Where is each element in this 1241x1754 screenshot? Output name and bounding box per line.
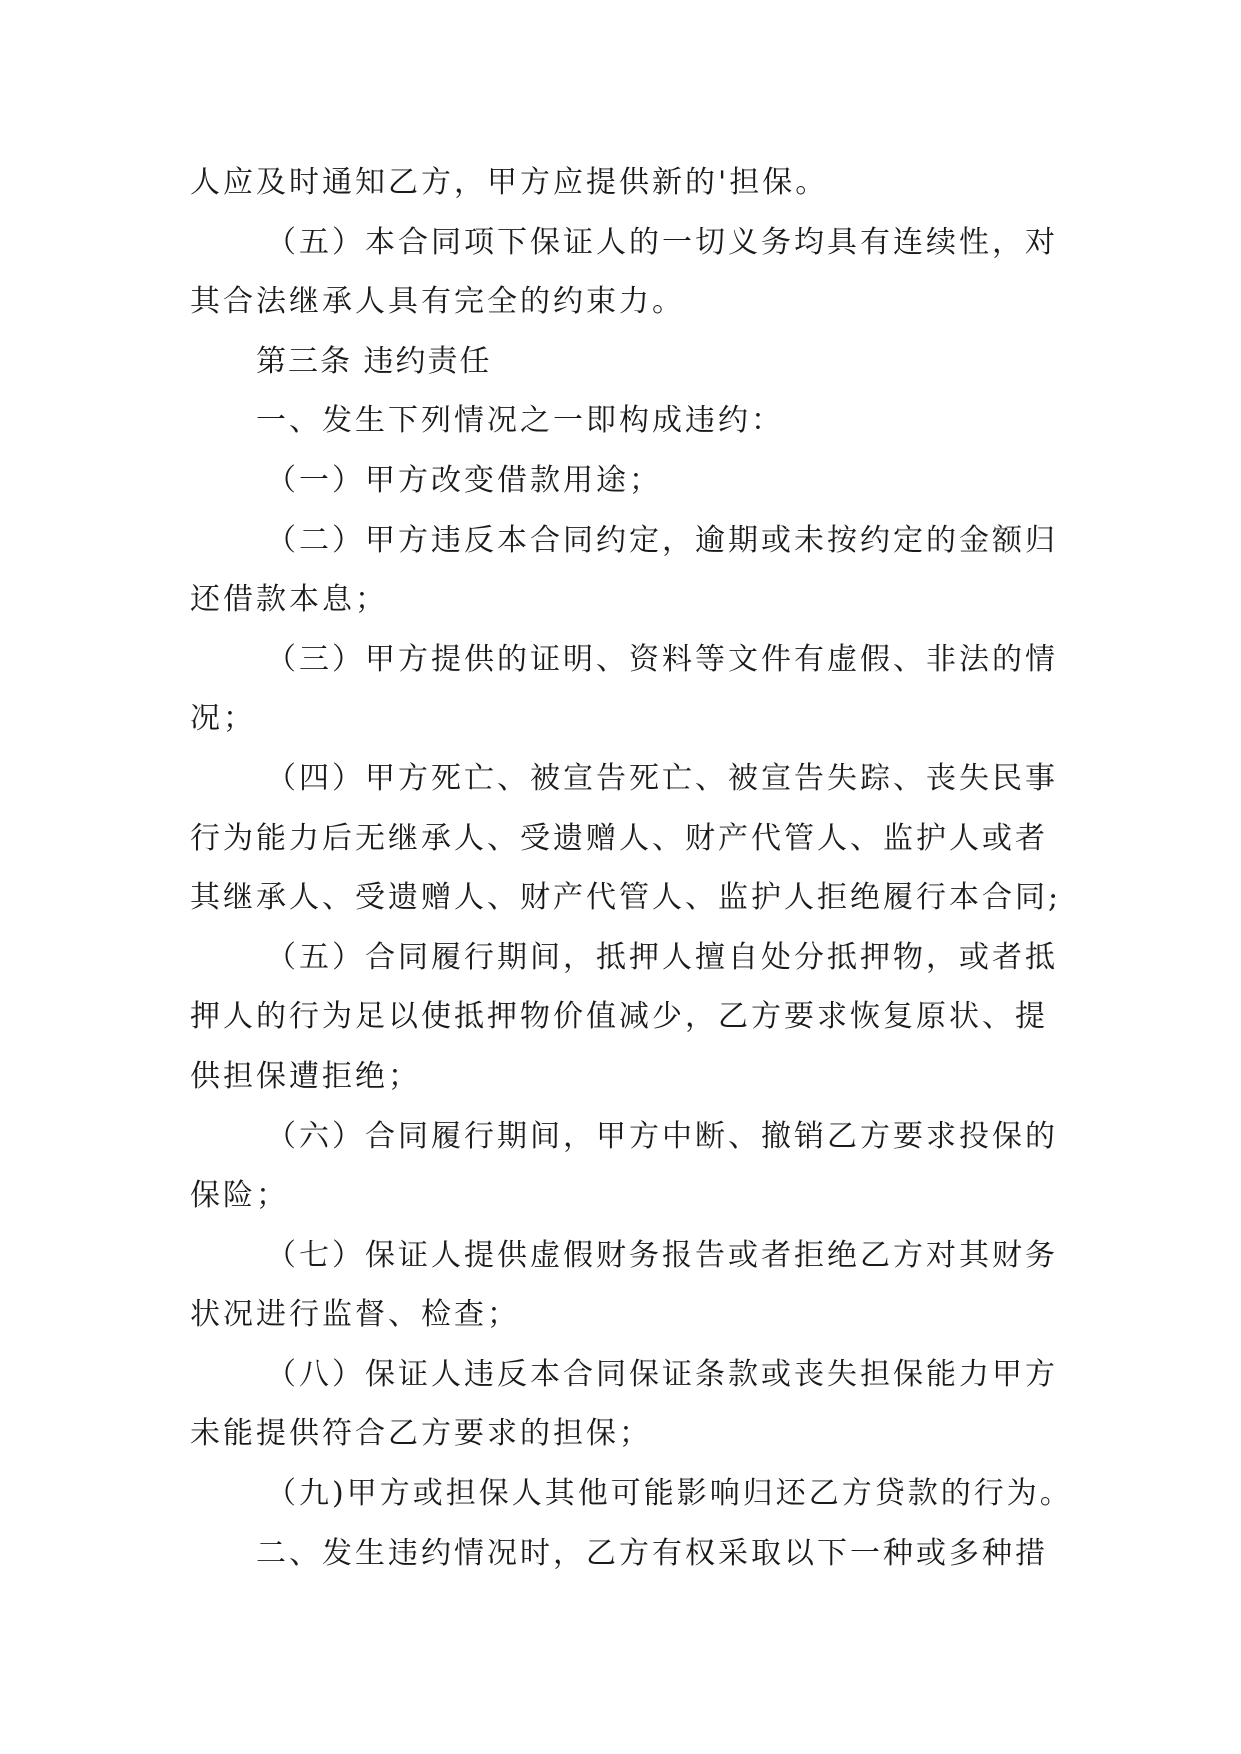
section-heading: 第三条 违约责任 xyxy=(256,343,492,379)
document-body xyxy=(190,153,1073,1583)
text-line: （五）合同履行期间，抵押人擅自处分抵押物，或者抵 xyxy=(266,939,1058,975)
text-line: 行为能力后无继承人、受遗赠人、财产代管人、监护人或者 xyxy=(190,820,1048,856)
text-line: 状况进行监督、检查； xyxy=(190,1297,520,1333)
text-line: 其合法继承人具有完全的约束力。 xyxy=(190,284,685,320)
text-line: 押人的行为足以使抵押物价值减少，乙方要求恢复原状、提 xyxy=(190,999,1048,1035)
text-line: （一）甲方改变借款用途； xyxy=(266,462,662,498)
text-line: （九)甲方或担保人其他可能影响归还乙方贷款的行为。 xyxy=(266,1476,1073,1512)
text-line: （八）保证人违反本合同保证条款或丧失担保能力甲方 xyxy=(266,1356,1058,1392)
text-line: 二、发生违约情况时，乙方有权采取以下一种或多种措 xyxy=(256,1535,1048,1571)
text-line: （六）合同履行期间，甲方中断、撤销乙方要求投保的 xyxy=(266,1118,1058,1154)
text-line: （五）本合同项下保证人的一切义务均具有连续性，对 xyxy=(266,224,1058,260)
text-line: （三）甲方提供的证明、资料等文件有虚假、非法的情 xyxy=(266,641,1058,677)
text-line: （二）甲方违反本合同约定，逾期或未按约定的金额归 xyxy=(266,522,1058,558)
text-line: 还借款本息； xyxy=(190,582,388,618)
text-line: 况； xyxy=(190,701,256,737)
text-line: 人应及时通知乙方，甲方应提供新的'担保。 xyxy=(190,165,829,200)
text-line: 未能提供符合乙方要求的担保； xyxy=(190,1416,652,1452)
text-line: （七）保证人提供虚假财务报告或者拒绝乙方对其财务 xyxy=(266,1237,1058,1273)
text-line: 一、发生下列情况之一即构成违约： xyxy=(256,403,784,439)
text-line: 保险； xyxy=(190,1178,289,1214)
text-line: （四）甲方死亡、被宣告死亡、被宣告失踪、丧失民事 xyxy=(266,760,1058,796)
text-line: 供担保遭拒绝； xyxy=(190,1058,421,1094)
text-line: 其继承人、受遗赠人、财产代管人、监护人拒绝履行本合同; xyxy=(190,880,1062,916)
